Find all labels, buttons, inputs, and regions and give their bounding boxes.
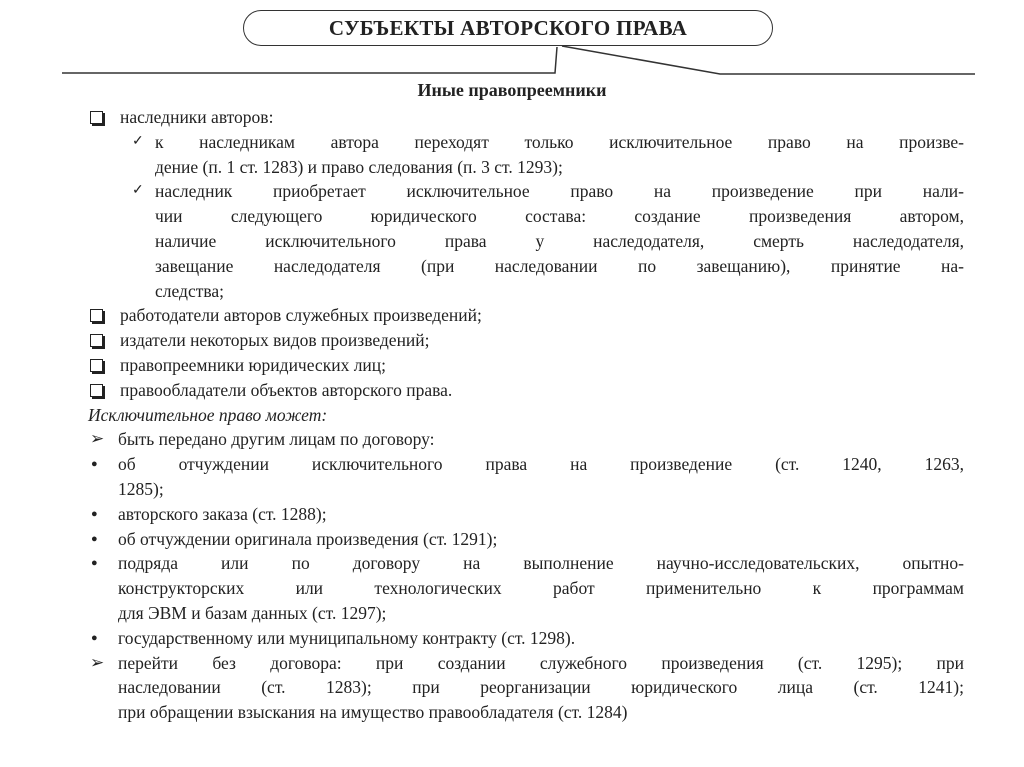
document-body xyxy=(88,105,964,725)
text-line: для ЭВМ и базам данных (ст. 1297); xyxy=(118,602,387,623)
dot-bullet-icon: ● xyxy=(91,631,98,644)
text-line: наследники авторов: xyxy=(120,107,274,127)
text-line: Исключительное право может: xyxy=(88,404,328,425)
text-line: об отчуждении оригинала произведения (ст. 1291); xyxy=(118,528,498,549)
page-title: СУБЪЕКТЫ АВТОРСКОГО ПРАВА xyxy=(243,10,773,46)
text-line: наличие исключительного права у наследодателя, смерть наследодателя, xyxy=(155,230,964,251)
text-line: подряда или по договору на выполнение научно-исследовательских, опытно- xyxy=(118,553,964,574)
square-bullet-icon xyxy=(90,353,103,380)
list-item xyxy=(88,105,964,130)
text-line: издатели некоторых видов произведений; xyxy=(120,330,430,351)
text-line: правопреемники юридических лиц; xyxy=(120,354,387,375)
text-line: государственному или муниципальному контракту (ст. 1298). xyxy=(118,627,576,648)
text-line: при обращении взыскания на имущество правообладателя (ст. 1284) xyxy=(118,702,628,723)
list-item xyxy=(88,502,964,527)
text-line: дение (п. 1 ст. 1283) и право следования (п. 3 ст. 1293); xyxy=(155,156,563,177)
list-item xyxy=(88,626,964,651)
list-item xyxy=(88,328,964,353)
text-line: быть передано другим лицам по договору: xyxy=(118,429,435,450)
text-line: наследовании (ст. 1283); при реорганизации юридического лица (ст. 1241); xyxy=(118,677,964,698)
list-item xyxy=(88,651,964,725)
dot-bullet-icon: ● xyxy=(91,557,98,570)
section-subtitle: Иные правопреемники xyxy=(417,80,607,100)
square-bullet-icon xyxy=(90,105,103,132)
list-item xyxy=(88,130,964,180)
list-item xyxy=(88,303,964,328)
dot-bullet-icon: ● xyxy=(91,458,98,471)
list-item xyxy=(88,427,964,452)
check-icon: ✓ xyxy=(132,183,144,199)
text-line: к наследникам автора переходят только исключительное право на произве- xyxy=(155,131,964,152)
list-item xyxy=(88,353,964,378)
dot-bullet-icon: ● xyxy=(91,532,98,545)
text-line: чии следующего юридического состава: создание произведения автором, xyxy=(155,206,964,227)
list-item xyxy=(88,527,964,552)
arrow-bullet-icon: ➢ xyxy=(90,429,105,449)
text-line: об отчуждении исключительного права на произведение (ст. 1240, 1263, xyxy=(118,454,964,475)
dot-bullet-icon: ● xyxy=(91,507,98,520)
section-heading xyxy=(88,403,964,428)
text-line: конструкторских или технологических работ применительно к программам xyxy=(118,578,964,599)
text-line: наследник приобретает исключительное право на произведение при нали- xyxy=(155,181,964,202)
text-line: работодатели авторов служебных произведений; xyxy=(120,305,482,326)
square-bullet-icon xyxy=(90,303,103,330)
check-icon: ✓ xyxy=(132,133,144,149)
list-item xyxy=(88,551,964,625)
square-bullet-icon xyxy=(90,328,103,355)
text-line: правообладатели объектов авторского права. xyxy=(120,379,453,400)
text-line: 1285); xyxy=(118,478,164,499)
text-line: авторского заказа (ст. 1288); xyxy=(118,503,327,524)
text-line: завещание наследодателя (при наследовании по завещанию), принятие на- xyxy=(155,255,964,276)
square-bullet-icon xyxy=(90,378,103,405)
list-item xyxy=(88,378,964,403)
list-item xyxy=(88,452,964,502)
text-line: перейти без договора: при создании служебного произведения (ст. 1295); при xyxy=(118,652,964,673)
text-line: следства; xyxy=(155,280,225,301)
arrow-bullet-icon: ➢ xyxy=(90,652,105,672)
list-item xyxy=(88,179,964,303)
